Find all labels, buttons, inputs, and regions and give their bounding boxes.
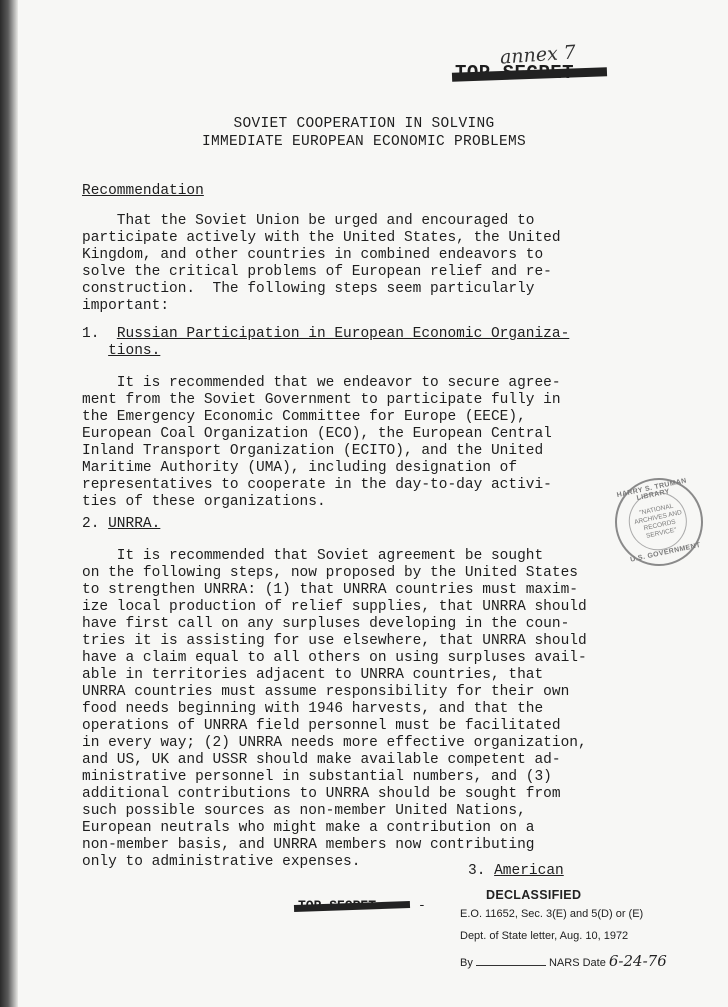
classification-bottom-dash: - xyxy=(418,898,426,913)
continuation-word: American xyxy=(494,863,564,879)
section2-heading xyxy=(82,516,160,532)
section1-heading xyxy=(82,326,569,360)
section2-title: UNRRA. xyxy=(108,516,161,532)
section1-title-line1: Russian Participation in European Economic Organiza- xyxy=(116,326,570,342)
signature-scribble xyxy=(476,953,546,966)
declassified-letter: Dept. of State letter, Aug. 10, 1972 xyxy=(460,930,629,942)
recommendation-heading: Recommendation xyxy=(82,183,204,199)
stamp-center-text: "NATIONAL ARCHIVES AND RECORDS SERVICE" xyxy=(633,502,683,540)
archive-seal-stamp xyxy=(607,470,711,574)
declassified-eo: E.O. 11652, Sec. 3(E) and 5(D) or (E) xyxy=(460,908,644,920)
page-continuation xyxy=(468,863,564,879)
document-title-line2: IMMEDIATE EUROPEAN ECONOMIC PROBLEMS xyxy=(201,134,527,150)
document-title-line1: SOVIET COOPERATION IN SOLVING xyxy=(233,116,495,132)
page-binding-edge xyxy=(0,0,18,1007)
declassified-nars: NARS Date xyxy=(548,957,606,969)
declassification-stamp xyxy=(460,888,667,970)
declassified-date: 6-24-76 xyxy=(608,952,667,970)
section1-title-line2: tions. xyxy=(108,343,161,359)
declassified-by: By xyxy=(460,957,473,969)
declassified-signature-line xyxy=(460,952,667,970)
continuation-number: 3. xyxy=(468,863,486,879)
section2-paragraph: It is recommended that Soviet agreement be sought on the following steps, now proposed by the United States to strengthen UNRRA: (1) that UNRRA countries must maxim- ize local production of relief supplies, that UNRRA should have first call on any surpluses developing in the coun- tries it is assisting for use elsewhere, that UNRRA should have a claim equal to all others on using surpluses avail- able in territories adjacent to UNRRA countries, that UNRRA countries must assume responsibility for their own food needs beginning with 1946 harvests, and that the operations of UNRRA field personnel must be facilitated in every way; (2) UNRRA needs more effective organization, and US, UK and USSR should make available competent ad- ministrative personnel in substantial numbers, and (3) additional contributions to UNRRA should be sought from such possible sources as non-member United Nations, European neutrals who might make a contribution on a non-member basis, and UNRRA members now contributing only to administrative expenses. xyxy=(82,548,587,870)
stamp-bottom-text: U.S. GOVERNMENT xyxy=(629,541,702,564)
section1-paragraph: It is recommended that we endeavor to secure agree- ment from the Soviet Government to participate fully in the Emergency Economic Committee for Europe (EECE), European Coal Organization (ECO), the European Central Inland Transport Organization (ECITO), and the United Maritime Authority (UMA), including designation of representatives to cooperate in the day-to-day activi- ties of these organizations. xyxy=(82,375,561,510)
section2-number: 2. xyxy=(82,516,100,532)
stamp-top-text: HARRY S. TRUMAN LIBRARY xyxy=(616,477,688,503)
section1-number: 1. xyxy=(82,326,100,342)
recommendation-paragraph: That the Soviet Union be urged and encouraged to participate actively with the United States, the United Kingdom, and other countries in combined endeavors to solve the critical problems of European relief and re- construction. The following steps seem particularly important: xyxy=(82,213,561,314)
handwritten-annex-note: annex 7 xyxy=(499,41,577,69)
declassified-label: DECLASSIFIED xyxy=(486,888,582,902)
